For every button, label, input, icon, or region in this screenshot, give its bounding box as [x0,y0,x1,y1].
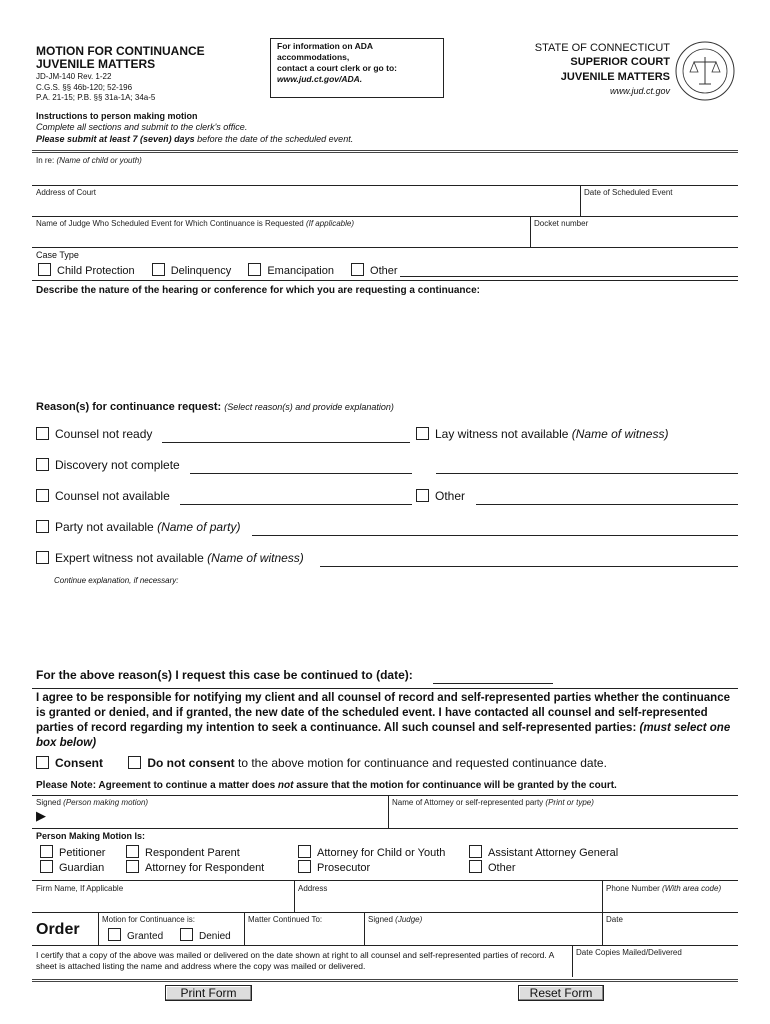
order-denied[interactable] [180,928,231,942]
motion-is-label: Motion for Continuance is: [102,915,195,924]
person-other-label: Other [488,862,516,874]
reset-form-button[interactable]: Reset Form [518,985,604,1001]
checkbox-consent[interactable] [36,756,49,769]
court-division: JUVENILE MATTERS [560,71,670,83]
checkbox-no-consent[interactable] [128,756,141,769]
reason-other-field[interactable] [476,504,738,505]
delinquency-label: Delinquency [170,265,232,277]
no-consent-label: Do not consent [147,756,235,770]
checkbox-emancipation[interactable] [248,263,261,276]
state-name: STATE OF CONNECTICUT [534,42,670,54]
reason-other-label: Other [435,489,466,503]
form-number: JD-JM-140 Rev. 1-22 [36,72,112,81]
attorney-name-field[interactable] [392,808,736,826]
checkbox-denied[interactable] [180,928,193,941]
judge-signed-label [368,915,422,924]
consent-option[interactable] [36,756,103,770]
date-of-event-label: Date of Scheduled Event [584,188,673,197]
ada-line-1: For information on ADA [277,41,374,51]
phone-text: Phone Number [606,884,660,893]
continued-to-label: For the above reason(s) I request this case be continued to (date): [36,668,413,682]
no-consent-rest: to the above motion for continuance and requested continuance date. [234,756,607,770]
emancipation-label: Emancipation [267,265,334,277]
date-of-event-field[interactable] [584,198,734,215]
reason-counsel-not-available[interactable] [36,489,170,503]
reason-discovery[interactable] [36,458,180,472]
reason-party[interactable] [36,520,240,534]
checkbox-case-other[interactable] [351,263,364,276]
lay-witness-hint: (Name of witness) [571,427,669,441]
case-type-delinquency[interactable] [152,265,232,277]
certification-text: I certify that a copy of the above was mailed or delivered on the date shown at right to all counsel and self-represented parties of record. A sheet is attached listing the name and address where the copy was mailed or delivered. [36,950,554,971]
judge-name-label [36,219,354,228]
note-not: not [277,780,294,791]
phone-label [606,884,721,893]
judge-name-text: Name of Judge Who Scheduled Event for Which Continuance is Requested [36,219,304,228]
guardian-label: Guardian [59,862,105,874]
checkbox-discovery[interactable] [36,458,49,471]
instructions-line-2 [36,134,353,144]
signed-label [36,798,148,807]
instructions-title: Instructions to person making motion [36,111,198,121]
expert-label: Expert witness not available [55,551,204,565]
checkbox-expert[interactable] [36,551,49,564]
order-title: Order [36,921,80,938]
instructions-deadline-rest: before the date of the scheduled event. [194,134,354,144]
instructions-deadline: Please submit at least 7 (seven) days [36,134,195,144]
phone-field[interactable] [606,894,736,910]
reason-other[interactable] [416,489,465,503]
judge-name-field[interactable] [36,229,526,246]
person-guardian[interactable] [40,860,104,874]
checkbox-respondent-parent[interactable] [126,845,139,858]
signed-hint: (Person making motion) [63,798,149,807]
granted-label: Granted [127,931,164,942]
checkbox-child-protection[interactable] [38,263,51,276]
checkbox-counsel-not-ready[interactable] [36,427,49,440]
counsel-not-ready-label: Counsel not ready [55,427,153,441]
state-seal-icon [674,40,736,102]
order-granted[interactable] [108,928,163,942]
ada-line-2: accommodations, [277,52,350,62]
checkbox-petitioner[interactable] [40,845,53,858]
instructions-line-1: Complete all sections and submit to the clerk's office. [36,122,248,132]
phone-hint: (With area code) [662,884,722,893]
party-label: Party not available [55,520,154,534]
consent-label: Consent [55,756,103,770]
lay-witness-label: Lay witness not available [435,427,569,441]
statute-pa: P.A. 21-15; P.B. §§ 31a-1A; 34a-5 [36,93,156,102]
judge-signed-hint: (Judge) [395,915,423,924]
attorney-respondent-label: Attorney for Respondent [145,862,265,874]
case-type-other[interactable] [351,265,398,277]
person-respondent-parent[interactable] [126,845,240,859]
note-rest: assure that the motion for continuance will be granted by the court. [293,780,617,791]
reasons-title: Reason(s) for continuance request: [36,401,222,413]
checkbox-lay-witness[interactable] [416,427,429,440]
agreement-body: I agree to be responsible for notifying my client and all counsel of record and self-represented parties whether the continuance is granted or denied, and if granted, the new date of the scheduled event. I have contacted all counsel and self-represented parties of record regarding my intention to seek a continuance. All such counsel and self-represented parties: [36,692,730,734]
order-date-label: Date [606,915,623,924]
signed-text: Signed [36,798,61,807]
checkbox-assistant-ag[interactable] [469,845,482,858]
checkbox-attorney-respondent[interactable] [126,860,139,873]
court-name: SUPERIOR COURT [570,56,670,68]
statute-cgs: C.G.S. §§ 46b-120; 52-196 [36,83,133,92]
respondent-parent-label: Respondent Parent [145,847,240,859]
attorney-name-label [392,798,594,807]
in-re-field[interactable] [36,166,736,184]
address-of-court-field[interactable] [36,198,576,215]
please-note [36,780,617,791]
checkbox-granted[interactable] [108,928,121,941]
in-re-text: In re: [36,156,55,165]
matter-continued-to-label: Matter Continued To: [248,915,323,924]
discovery-label: Discovery not complete [55,458,180,472]
checkbox-reason-other[interactable] [416,489,429,502]
matter-continued-to-field[interactable] [248,926,360,943]
reason-expert[interactable] [36,551,304,565]
person-other[interactable] [469,860,516,874]
ada-info-box [270,38,444,98]
person-assistant-ag[interactable] [469,845,618,859]
judge-signed-text: Signed [368,915,393,924]
checkbox-counsel-not-available[interactable] [36,489,49,502]
court-website: www.jud.ct.gov [609,86,670,96]
checkbox-prosecutor[interactable] [298,860,311,873]
address-label: Address [298,884,328,893]
describe-hearing-label: Describe the nature of the hearing or conference for which you are requesting a continuance: [36,285,480,296]
firm-name-label: Firm Name, If Applicable [36,884,124,893]
reason-counsel-not-ready[interactable] [36,427,152,441]
lay-witness-field[interactable] [436,473,738,474]
continue-explanation-field[interactable] [54,588,734,658]
case-type-options [38,263,398,277]
case-type-child-protection[interactable] [38,265,135,277]
consent-row [36,756,607,770]
ada-line-3: contact a court clerk or go to: [277,63,397,73]
attorney-name-hint: (Print or type) [545,798,594,807]
date-copies-label: Date Copies Mailed/Delivered [576,948,682,957]
child-protection-label: Child Protection [57,265,135,277]
discovery-field[interactable] [190,473,412,474]
checkbox-guardian[interactable] [40,860,53,873]
form-title: MOTION FOR CONTINUANCE [36,44,205,58]
checkbox-party[interactable] [36,520,49,533]
order-date-field[interactable] [606,926,736,943]
counsel-not-available-field[interactable] [180,504,412,505]
judge-signature-field[interactable] [368,926,598,943]
case-other-label: Other [370,265,398,277]
party-hint: (Name of party) [157,520,241,534]
counsel-not-available-label: Counsel not available [55,489,170,503]
checkbox-attorney-child[interactable] [298,845,311,858]
person-attorney-respondent[interactable] [126,860,264,874]
party-field[interactable] [252,535,738,536]
expert-hint: (Name of witness) [207,551,304,565]
expert-field[interactable] [320,566,738,567]
denied-label: Denied [199,931,231,942]
checkbox-person-other[interactable] [469,860,482,873]
in-re-hint: (Name of child or youth) [56,156,142,165]
petitioner-label: Petitioner [59,847,106,859]
reasons-heading [36,401,394,413]
continued-to-date-field[interactable] [433,683,553,684]
ada-link: www.jud.ct.gov/ADA. [277,74,363,84]
checkbox-delinquency[interactable] [152,263,165,276]
signature-field[interactable] [52,808,382,826]
note-bold: Please Note: Agreement to continue a matter does [36,780,278,791]
judge-name-hint: (If applicable) [305,219,354,228]
person-prosecutor[interactable] [298,860,370,874]
assistant-ag-label: Assistant Attorney General [488,847,619,859]
case-type-label: Case Type [36,250,79,260]
person-attorney-child[interactable] [298,845,445,859]
case-other-field[interactable] [400,276,738,277]
firm-name-field[interactable] [36,894,288,910]
date-copies-field[interactable] [576,958,736,975]
no-consent-option[interactable] [128,756,607,770]
agreement-text [36,691,740,751]
docket-number-label: Docket number [534,219,589,228]
print-form-button[interactable]: Print Form [165,985,252,1001]
person-making-motion-title: Person Making Motion Is: [36,831,146,841]
address-field[interactable] [298,894,596,910]
continue-explanation-label: Continue explanation, if necessary: [54,576,179,585]
address-of-court-label: Address of Court [36,188,97,197]
describe-hearing-field[interactable] [36,300,736,395]
form-subtitle: JUVENILE MATTERS [36,57,156,71]
attorney-child-label: Attorney for Child or Youth [317,847,446,859]
reasons-hint: (Select reason(s) and provide explanation) [224,402,394,412]
counsel-not-ready-field[interactable] [162,442,410,443]
case-type-emancipation[interactable] [248,265,334,277]
attorney-name-text: Name of Attorney or self-represented party [392,798,544,807]
signature-arrow-icon: ▶ [36,808,46,823]
person-petitioner[interactable] [40,845,105,859]
agreement-select: (must select one box below) [36,722,731,749]
reason-lay-witness[interactable] [416,427,668,441]
in-re-label [36,156,142,165]
prosecutor-label: Prosecutor [317,862,371,874]
docket-number-field[interactable] [534,229,734,246]
